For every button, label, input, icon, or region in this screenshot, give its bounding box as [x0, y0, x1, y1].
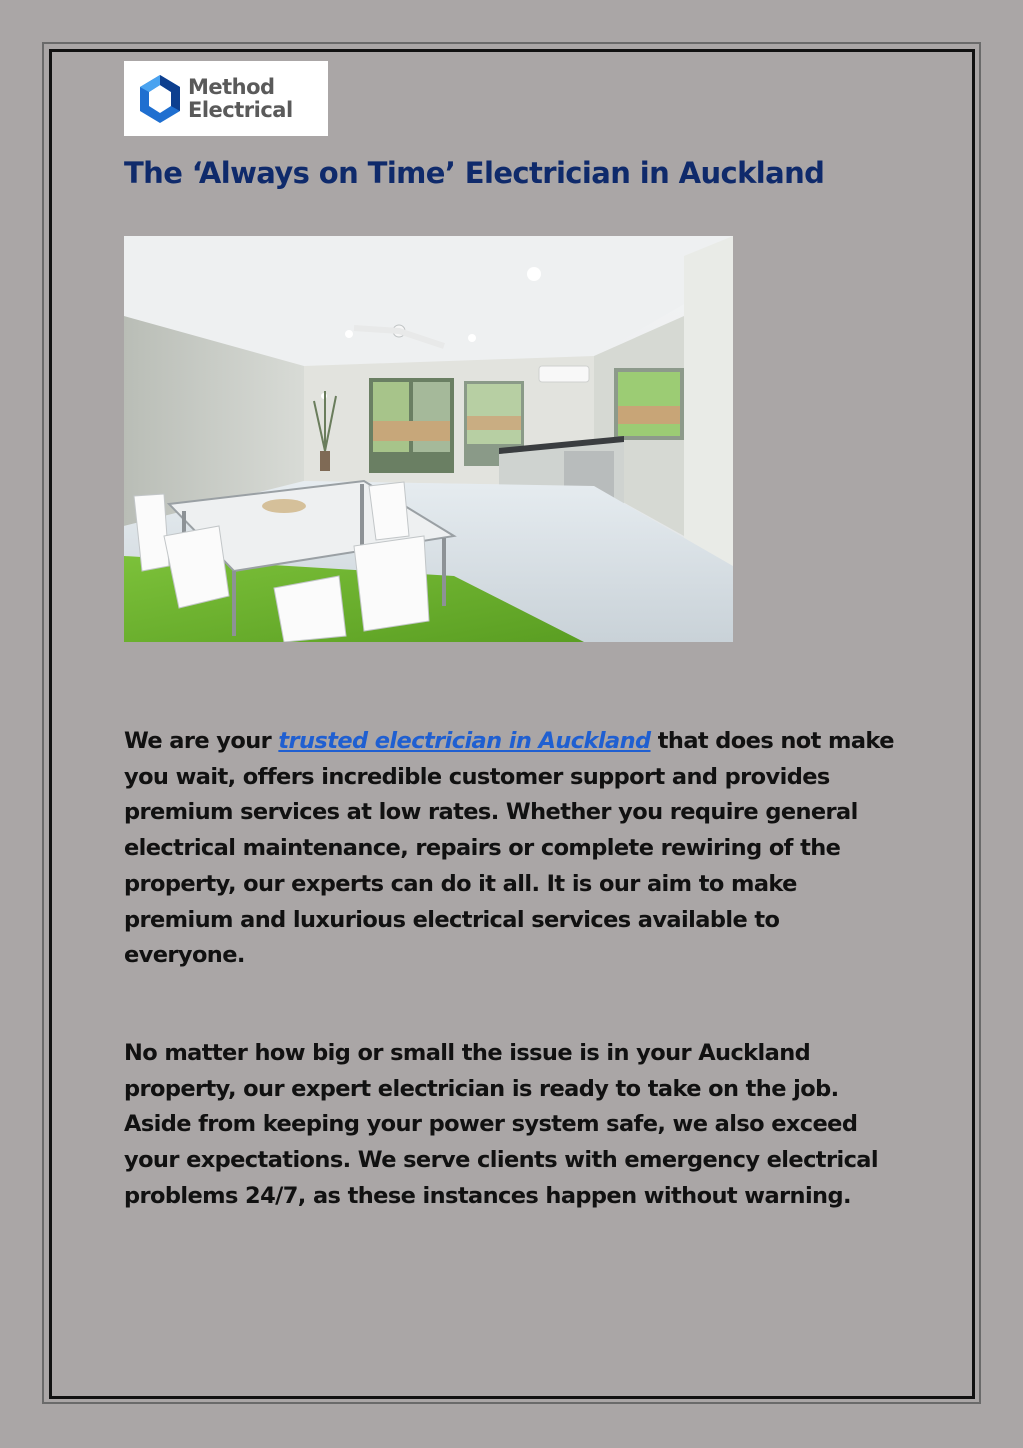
cube-logo-icon: [138, 73, 182, 125]
logo-line-2: Electrical: [188, 97, 293, 122]
intro-paragraph: [124, 724, 904, 974]
intro-paragraph-rest: that does not make you wait, offers incredible customer support and provides premium services at low rates. Whether you require general electrical maintenance, repairs or complete rewiring of the property, our experts can do it all. It is our aim to make premium and luxurious electrical services available to everyone.: [124, 728, 894, 969]
logo-wordmark: [188, 76, 293, 122]
intro-paragraph-start: We are your: [124, 728, 279, 754]
trusted-electrician-link[interactable]: trusted electrician in Auckland: [278, 728, 651, 754]
room-photo-icon: [124, 236, 733, 642]
logo-line-1: Method: [188, 74, 275, 99]
service-paragraph: No matter how big or small the issue is in your Auckland property, our expert electrician is ready to take on the job. Aside from keeping your power system safe, we also exceed your expectations. We serve clients with emergency electrical problems 24/7, as these instances happen without warning.: [124, 1040, 878, 1209]
page-title: The ‘Always on Time’ Electrician in Auckland: [124, 156, 825, 190]
room-photo: [124, 236, 733, 642]
company-logo[interactable]: [124, 61, 328, 136]
